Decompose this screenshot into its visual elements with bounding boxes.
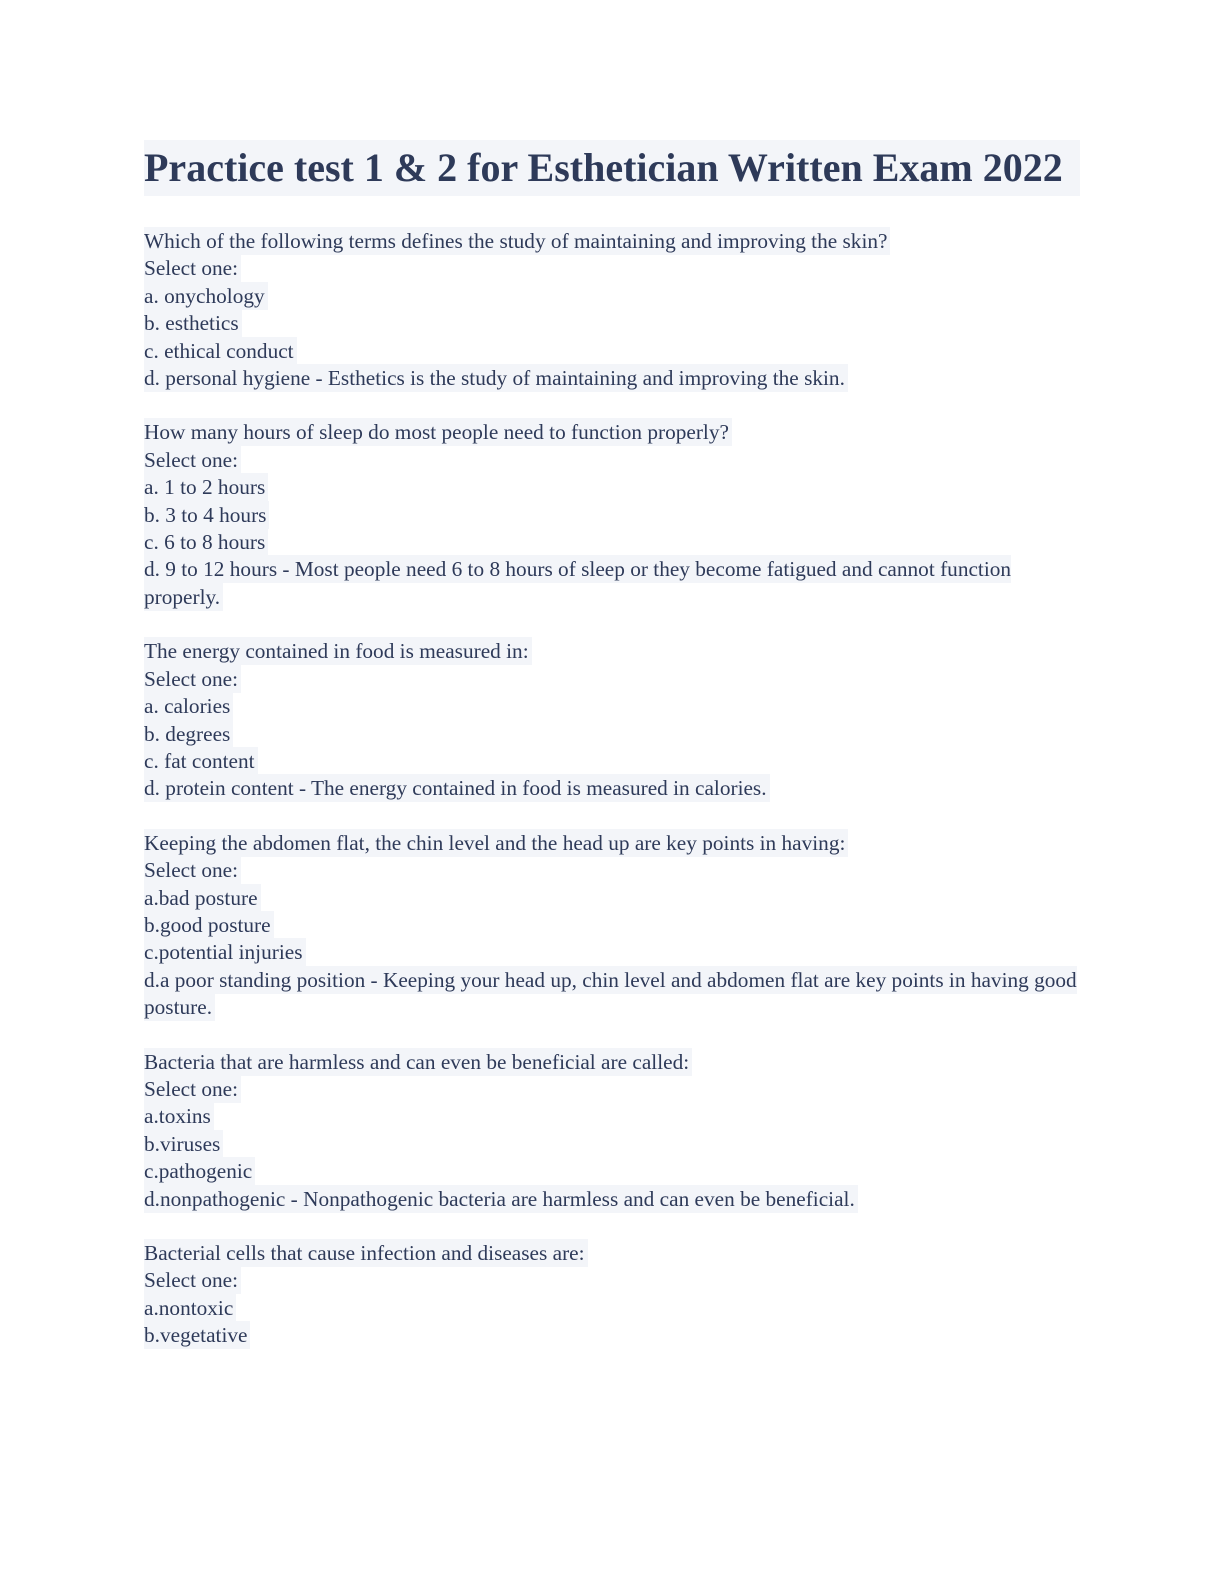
answer-option: b. 3 to 4 hours: [144, 501, 269, 529]
answer-option: b.good posture: [144, 911, 274, 939]
answer-option: a. onychology: [144, 282, 268, 310]
question-block: [144, 419, 1080, 611]
answer-option: a.toxins: [144, 1102, 214, 1130]
answer-option: c. fat content: [144, 747, 258, 775]
question-text: Bacteria that are harmless and can even be beneficial are called:: [144, 1048, 692, 1076]
answer-option: a. calories: [144, 692, 233, 720]
answer-option: c.potential injuries: [144, 938, 306, 966]
page-title: Practice test 1 & 2 for Esthetician Written Exam 2022: [144, 140, 1080, 196]
question-text: Which of the following terms defines the study of maintaining and improving the skin?: [144, 227, 890, 255]
question-text: Keeping the abdomen flat, the chin level and the head up are key points in having:: [144, 829, 848, 857]
question-block: [144, 228, 1080, 392]
questions-container: [144, 228, 1080, 1350]
question-block: [144, 830, 1080, 1022]
question-text: Bacterial cells that cause infection and diseases are:: [144, 1239, 588, 1267]
answer-option: d.a poor standing position - Keeping your head up, chin level and abdomen flat are key points in having good posture.: [144, 967, 1077, 1020]
answer-option: d. protein content - The energy contained in food is measured in calories.: [144, 774, 770, 802]
answer-option: d.nonpathogenic - Nonpathogenic bacteria are harmless and can even be beneficial.: [144, 1185, 858, 1213]
select-one-label: Select one:: [144, 665, 241, 693]
answer-option: b.vegetative: [144, 1321, 250, 1349]
answer-option: b.viruses: [144, 1130, 223, 1158]
answer-option: d. 9 to 12 hours - Most people need 6 to 8 hours of sleep or they become fatigued and cannot function properly.: [144, 557, 1012, 609]
select-one-label: Select one:: [144, 1075, 241, 1103]
answer-option: a. 1 to 2 hours: [144, 473, 268, 501]
select-one-label: Select one:: [144, 1266, 241, 1294]
select-one-label: Select one:: [144, 446, 241, 474]
question-text: How many hours of sleep do most people need to function properly?: [144, 418, 732, 446]
question-block: [144, 1240, 1080, 1350]
question-block: [144, 638, 1080, 802]
question-block: [144, 1049, 1080, 1213]
answer-option: d. personal hygiene - Esthetics is the study of maintaining and improving the skin.: [144, 364, 848, 392]
answer-option: b. esthetics: [144, 309, 242, 337]
answer-option: a.bad posture: [144, 884, 261, 912]
question-text: The energy contained in food is measured in:: [144, 637, 532, 665]
answer-option: c.pathogenic: [144, 1157, 255, 1185]
select-one-label: Select one:: [144, 856, 241, 884]
select-one-label: Select one:: [144, 254, 241, 282]
answer-option: c. ethical conduct: [144, 337, 297, 365]
answer-option: b. degrees: [144, 720, 233, 748]
answer-option: a.nontoxic: [144, 1294, 236, 1322]
answer-option: c. 6 to 8 hours: [144, 528, 268, 556]
